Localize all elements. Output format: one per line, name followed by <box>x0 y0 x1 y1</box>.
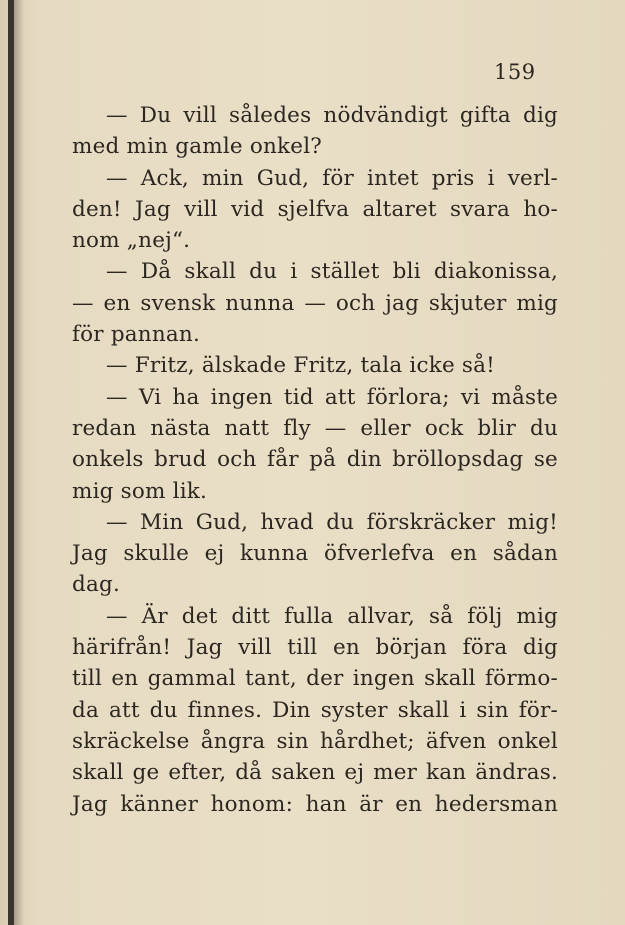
text-line: redan nästa natt fly — eller ock blir du <box>72 415 558 441</box>
text-line: — Vi ha ingen tid att förlora; vi måste <box>106 384 558 410</box>
text-line: — Då skall du i stället bli diakonissa, <box>106 259 558 285</box>
text-line: onkels brud och får på din bröllopsdag se <box>72 447 558 473</box>
text-line: skall ge efter, då saken ej mer kan ändras. <box>72 760 558 786</box>
text-line: — en svensk nunna — och jag skjuter mig <box>72 290 558 316</box>
body-text <box>72 100 558 820</box>
text-line: Jag skulle ej kunna öfverlefva en sådan <box>72 541 558 567</box>
text-line: — Du vill således nödvändigt gifta dig <box>106 103 558 128</box>
text-line: dag. <box>72 572 120 598</box>
text-line: nom „nej“. <box>72 228 191 254</box>
page-number: 159 <box>494 60 536 84</box>
text-line: härifrån! Jag vill till en början föra dig <box>72 635 558 661</box>
text-line: — Fritz, älskade Fritz, tala icke så! <box>106 353 496 379</box>
text-line: den! Jag vill vid sjelfva altaret svara ho- <box>72 196 558 222</box>
text-line: för pannan. <box>72 322 200 348</box>
text-line: — Min Gud, hvad du förskräcker mig! <box>106 509 558 535</box>
text-line: da att du finnes. Din syster skall i sin för- <box>72 697 558 723</box>
binding-shadow <box>14 0 24 925</box>
text-line: med min gamle onkel? <box>72 134 323 160</box>
text-line: mig som lik. <box>72 478 208 504</box>
text-line: — Ack, min Gud, för intet pris i verl- <box>106 165 558 191</box>
text-line: skräckelse ångra sin hårdhet; äfven onkel <box>72 728 558 754</box>
text-line: till en gammal tant, der ingen skall förmo- <box>72 666 558 692</box>
text-line: — Är det ditt fulla allvar, så följ mig <box>106 603 558 629</box>
text-line: Jag känner honom: han är en hedersman <box>72 791 558 817</box>
